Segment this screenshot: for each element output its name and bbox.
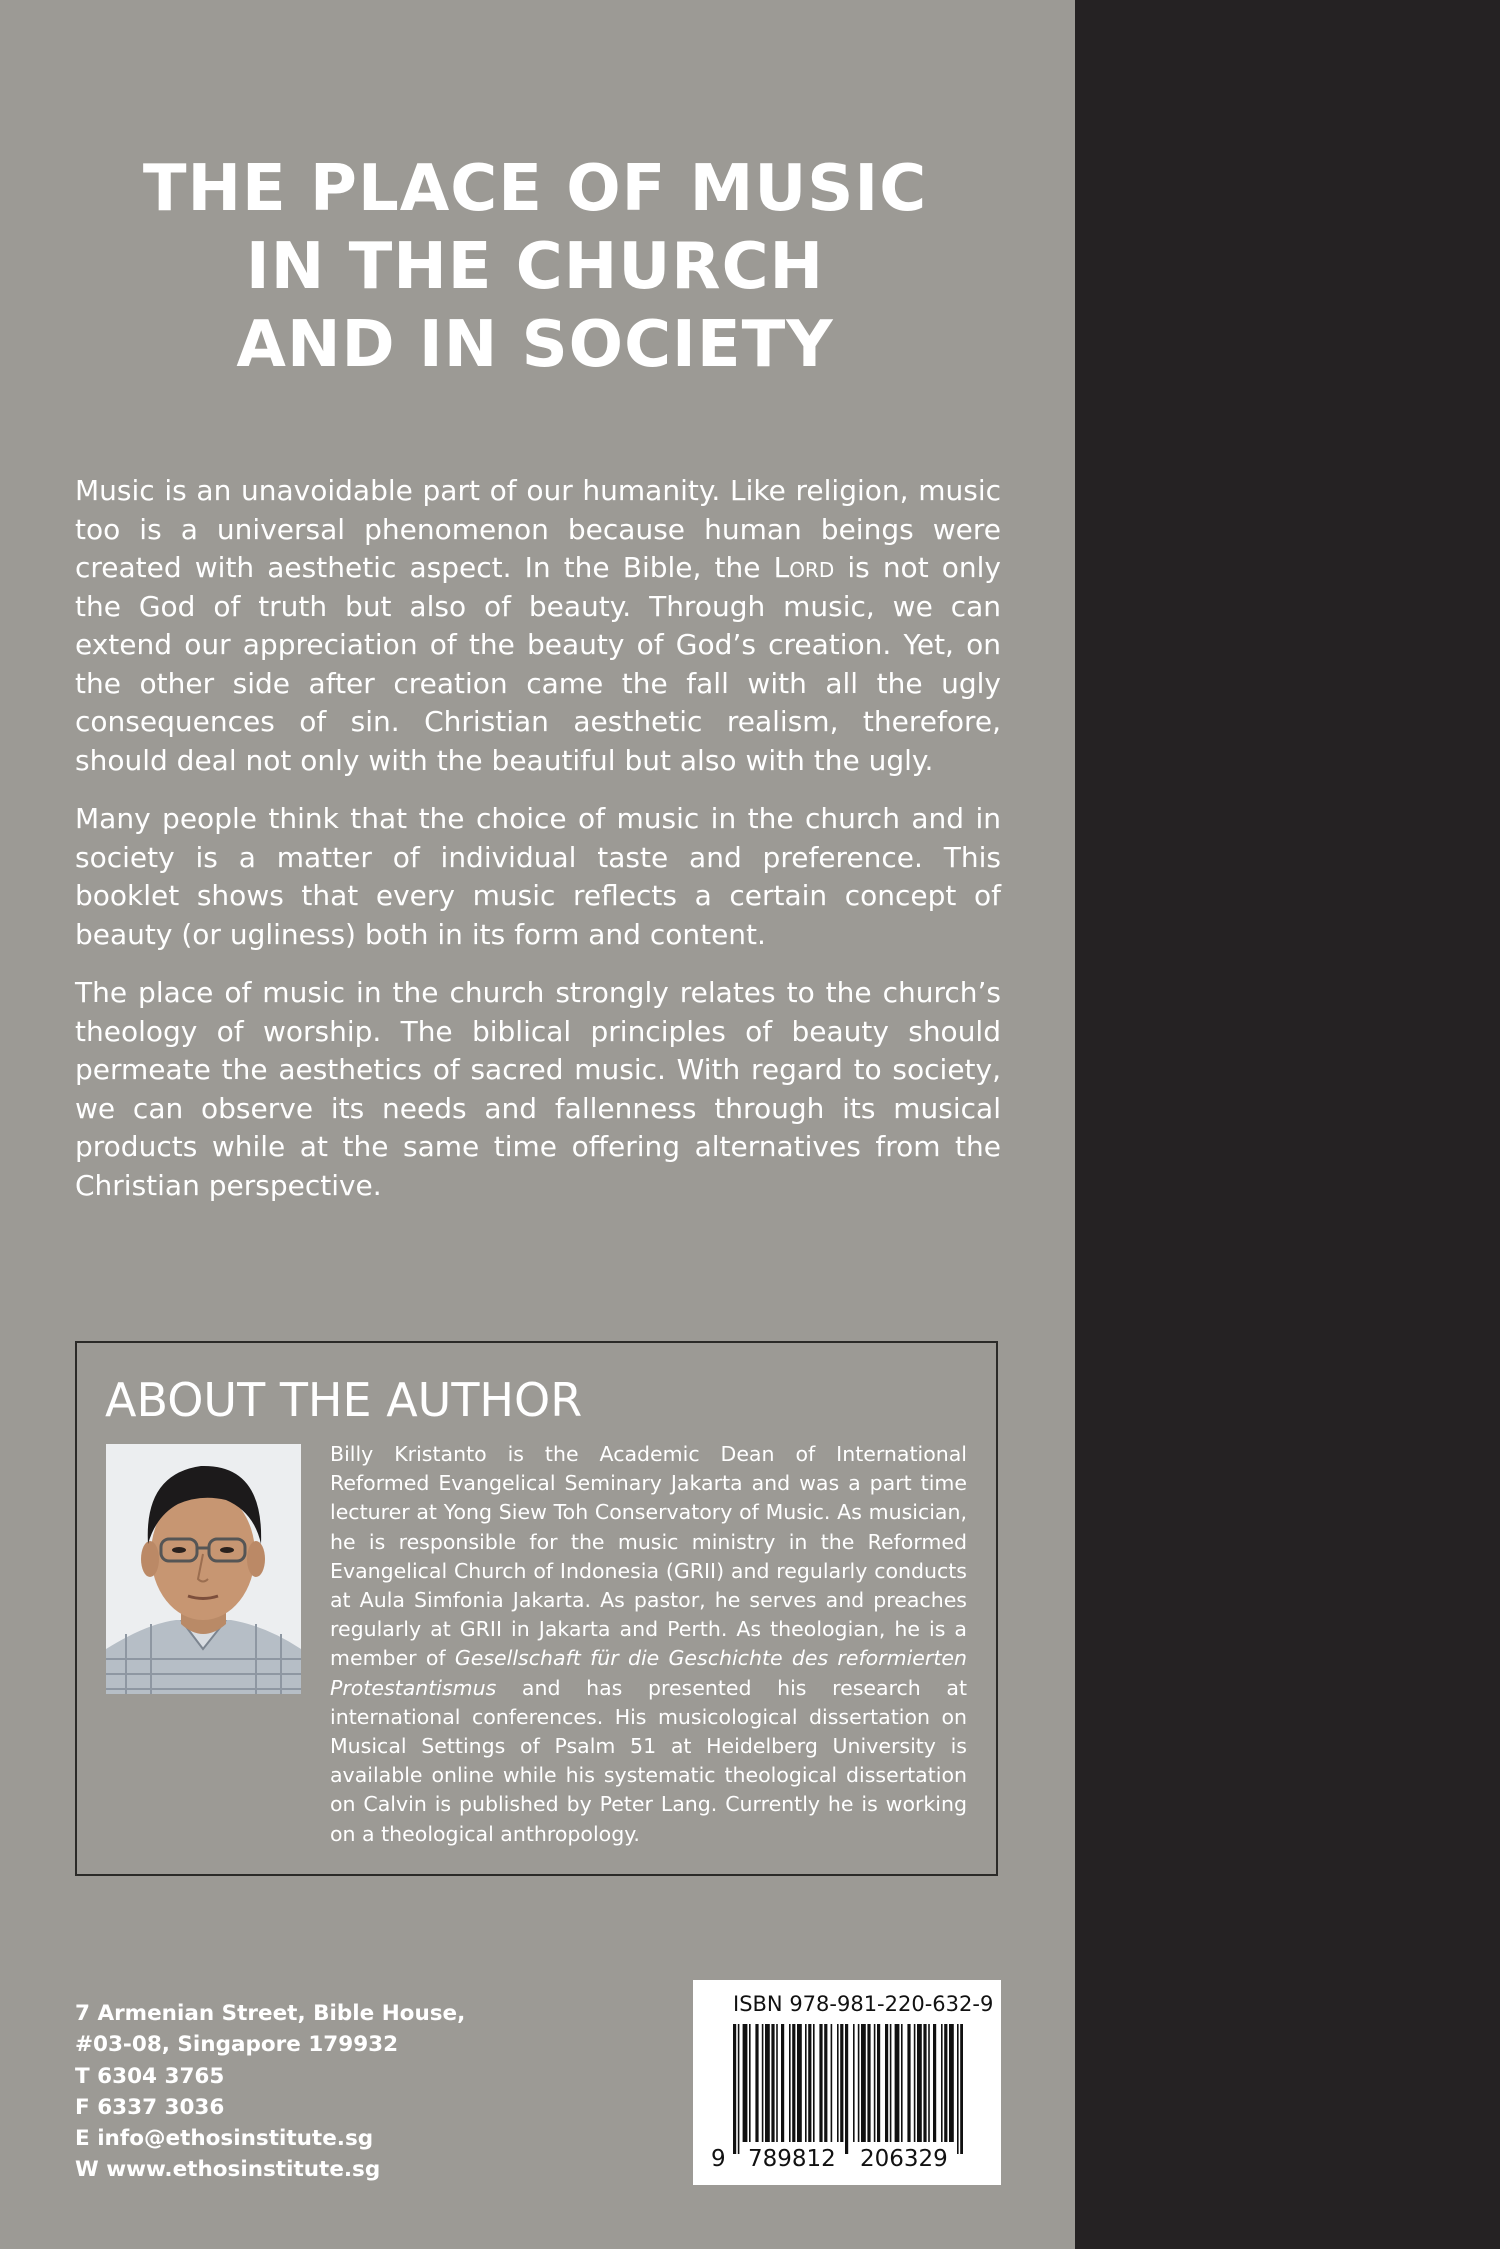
barcode-bar	[914, 2024, 916, 2142]
barcode-bar	[792, 2024, 795, 2142]
email-address: info@ethosinstitute.sg	[97, 2126, 374, 2152]
author-bio-society-name: Gesellschaft für die Geschichte des reformierten Protestantismus	[330, 1646, 967, 1700]
barcode-bar	[960, 2024, 963, 2154]
barcode-digits-left: 789812	[748, 2146, 836, 2172]
barcode-bar	[762, 2024, 764, 2142]
telephone-line	[75, 2061, 595, 2092]
barcode-bar	[797, 2024, 802, 2142]
author-bio-part-1: Billy Kristanto is the Academic Dean of International Reformed Evangelical Seminary Jakarta and was a part time lecturer at Yong Siew Toh Conservatory of Music. As musician, he is responsible for the music ministry in the Reformed Evangelical Church of Indonesia (GRII) and regularly conducts at Aula Simfonia Jakarta. As pastor, he serves and preaches regularly at GRII in Jakarta and Perth. As theologian, he is a member of	[330, 1442, 967, 1671]
blurb-paragraph-3: The place of music in the church strongly relates to the church’s theology of worship. The biblical principles of beauty should permeate the aesthetics of sacred music. With regard to society, we can observe its needs and fallenness through its musical products while at the same time offering alternatives from the Christian perspective.	[75, 976, 1001, 1202]
author-photo	[106, 1444, 301, 1694]
website-url: www.ethosinstitute.sg	[106, 2157, 381, 2183]
barcode-bar	[771, 2024, 774, 2142]
barcode-bar	[933, 2024, 936, 2142]
barcode-bar	[824, 2024, 827, 2142]
barcode-bar	[765, 2024, 770, 2142]
barcode-bar	[885, 2024, 888, 2142]
barcode-bar	[861, 2024, 866, 2142]
barcode-bar	[858, 2024, 860, 2142]
fax-line	[75, 2092, 595, 2123]
barcode-bar	[819, 2024, 822, 2142]
barcode-bar	[781, 2024, 784, 2142]
barcode-bar	[840, 2024, 843, 2142]
barcode-bar	[907, 2024, 910, 2142]
author-bio	[330, 1440, 967, 1849]
barcode-bar	[789, 2024, 791, 2142]
barcode-bar	[901, 2024, 903, 2142]
barcode-bar	[874, 2024, 876, 2142]
author-portrait-image	[106, 1444, 301, 1694]
blurb-paragraph-2: Many people think that the choice of music in the church and in society is a matter of individual taste and preference. This booklet shows that every music reflects a certain concept of beauty (or ugliness) both in its form and content.	[75, 802, 1001, 951]
barcode-bar	[738, 2024, 740, 2154]
barcode-image	[733, 2024, 963, 2154]
telephone-number: 6304 3765	[97, 2063, 225, 2089]
author-bio-part-2: and has presented his research at international conferences. His musicological dissertation on Musical Settings of Psalm 51 at Heidelberg University is available online while his systematic theological dissertation on Calvin is published by Peter Lang. Currently he is working on a theological anthropology.	[330, 1675, 967, 1846]
barcode-bar	[867, 2024, 870, 2142]
book-spine	[1075, 0, 1500, 2249]
barcode-bar	[941, 2024, 943, 2142]
barcode-bar	[808, 2024, 811, 2142]
book-title	[40, 150, 1030, 384]
address-line-2: #03-08, Singapore 179932	[75, 2032, 399, 2058]
barcode-bar	[944, 2024, 947, 2142]
title-line-1: THE PLACE OF MUSIC	[142, 152, 928, 226]
title-line-2: IN THE CHURCH	[245, 230, 825, 304]
barcode-bar	[923, 2024, 926, 2142]
lord-smallcaps: Lord	[773, 551, 835, 584]
fax-number: 6337 3036	[97, 2094, 225, 2120]
blurb-paragraph-1	[75, 472, 1001, 780]
barcode-bar	[837, 2024, 839, 2142]
barcode-digit-first: 9	[711, 2146, 726, 2172]
barcode-bar	[813, 2024, 815, 2142]
barcode-bar	[845, 2024, 848, 2154]
title-line-3: AND IN SOCIETY	[236, 308, 834, 382]
barcode-bar	[733, 2024, 736, 2154]
address-line-1: 7 Armenian Street, Bible House,	[75, 2001, 466, 2026]
blurb-p1-start: Music is an unavoidable part of our humanity. Like religion, music too is a universal phenomenon because human beings were created with aesthetic aspect. In the Bible, the	[75, 474, 1001, 584]
telephone-label: T	[75, 2063, 90, 2089]
barcode-bar	[755, 2024, 758, 2142]
isbn-number: ISBN 978-981-220-632-9	[733, 1992, 994, 2016]
barcode-bar	[853, 2024, 855, 2142]
barcode-bar	[749, 2024, 751, 2142]
barcode-bar	[743, 2024, 748, 2142]
barcode-bar	[895, 2024, 900, 2142]
blurb-p1-end: is not only the God of truth but also of beauty. Through music, we can extend our appreciation of the beauty of God’s creation. Yet, on the other side after creation came the fall with all the ugly consequences of sin. Christian aesthetic realism, therefore, should deal not only with the beautiful but also with the ugly.	[75, 551, 1002, 777]
website-line	[75, 2154, 595, 2185]
email-line	[75, 2123, 595, 2154]
about-author-box	[75, 1341, 998, 1876]
barcode-digits-right: 206329	[860, 2146, 948, 2172]
website-label: W	[75, 2157, 99, 2183]
publisher-contact	[75, 1998, 595, 2186]
book-blurb	[75, 472, 1001, 1225]
barcode-bar	[877, 2024, 880, 2142]
fax-label: F	[75, 2094, 90, 2120]
email-label: E	[75, 2126, 90, 2152]
barcode-bar	[928, 2024, 930, 2142]
barcode-bar	[949, 2024, 954, 2142]
barcode-bar	[917, 2024, 922, 2142]
barcode-bar	[957, 2024, 959, 2154]
barcode-bar	[805, 2024, 807, 2142]
barcode-bar	[831, 2024, 833, 2142]
barcode-bar	[890, 2024, 892, 2142]
isbn-barcode-box	[693, 1980, 1001, 2185]
barcode-bar	[776, 2024, 778, 2142]
about-author-heading: ABOUT THE AUTHOR	[105, 1373, 583, 1427]
